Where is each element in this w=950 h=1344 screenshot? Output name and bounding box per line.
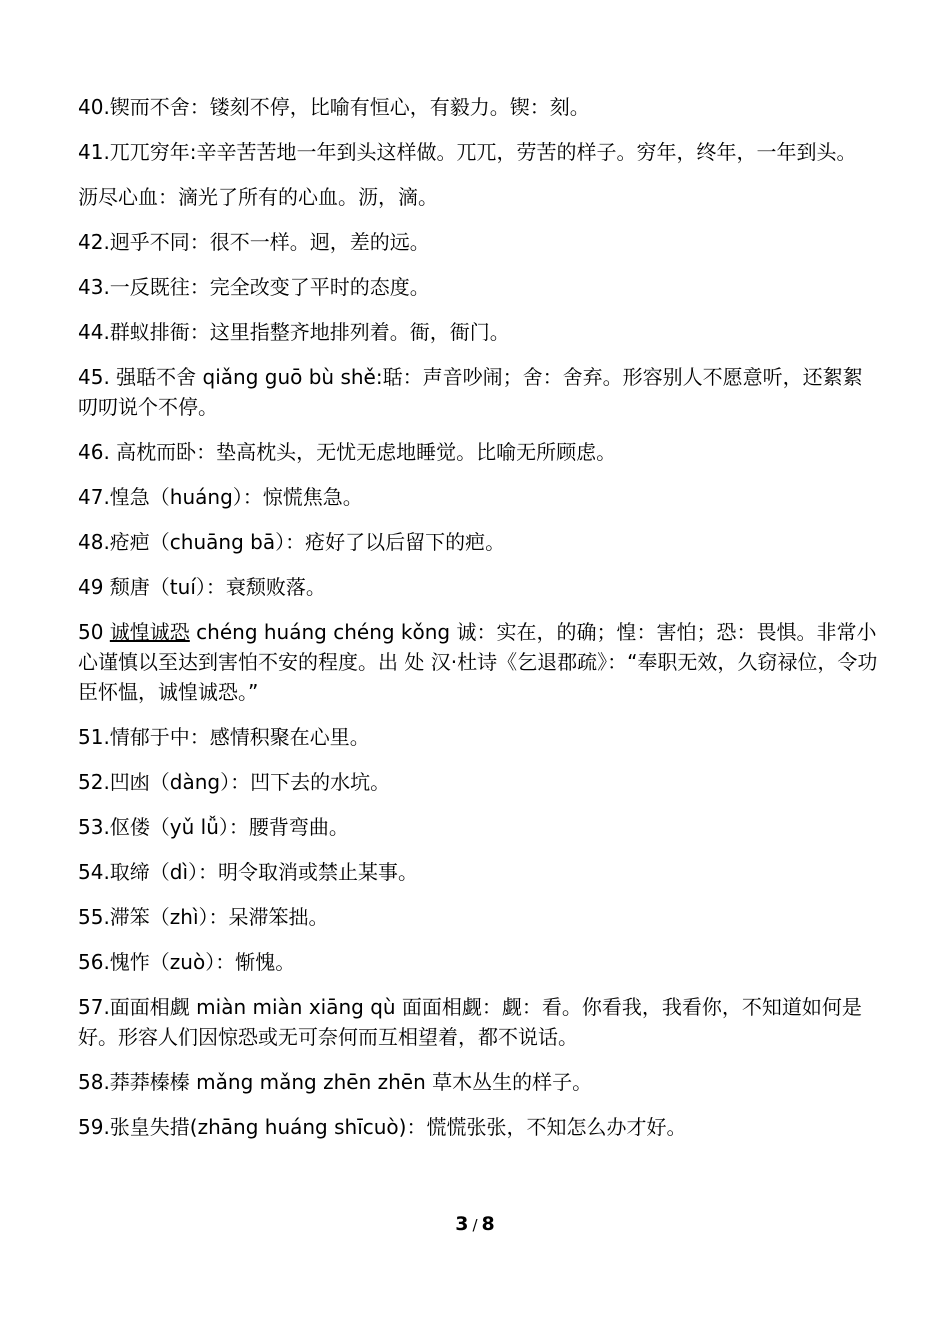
entry-53: 53.伛偻（yǔ lǚ）：腰背弯曲。	[78, 815, 349, 839]
entry-56: 56.愧怍（zuò）：惭愧。	[78, 950, 296, 974]
page-total: 8	[481, 1213, 495, 1235]
entry-46: 46. 高枕而卧：垫高枕头，无忧无虑地睡觉。比喻无所顾虑。	[78, 440, 617, 464]
entry-54: 54.取缔（dì）：明令取消或禁止某事。	[78, 860, 419, 884]
entry-57: 57.面面相觑 miàn miàn xiāng qù 面面相觑：觑：看。你看我，我看你，不知道如何是好。形容人们因惊恐或无可奈何而互相望着，都不说话。	[78, 995, 862, 1049]
entry-40: 40.锲而不舍：镂刻不停，比喻有恒心，有毅力。锲：刻。	[78, 95, 590, 119]
document-body	[78, 92, 878, 1157]
entry-49: 49 颓唐（tuí）：衰颓败落。	[78, 575, 326, 599]
entry-lijinxinxue: 沥尽心血：滴光了所有的心血。沥，滴。	[78, 185, 438, 209]
entry-50-term: 诚惶诚恐	[109, 620, 190, 644]
entry-59: 59.张皇失措(zhāng huáng shīcuò)：慌慌张张，不知怎么办才好。	[78, 1115, 687, 1139]
entry-45: 45. 强聒不舍 qiǎng guō bù shě:聒：声音吵闹；舍：舍弃。形容别人不愿意听，还絮絮叨叨说个不停。	[78, 365, 863, 419]
entry-50	[78, 617, 878, 707]
entry-58: 58.莽莽榛榛 mǎng mǎng zhēn zhēn 草木丛生的样子。	[78, 1070, 593, 1094]
page-number	[0, 1213, 950, 1235]
entry-42: 42.迥乎不同：很不一样。迥，差的远。	[78, 230, 430, 254]
entry-48: 48.疮疤（chuāng bā）：疮好了以后留下的疤。	[78, 530, 506, 554]
entry-47: 47.惶急（huáng）：惊慌焦急。	[78, 485, 363, 509]
entry-41: 41.兀兀穷年:辛辛苦苦地一年到头这样做。兀兀，劳苦的样子。穷年，终年，一年到头。	[78, 140, 857, 164]
entry-43: 43.一反既往：完全改变了平时的态度。	[78, 275, 430, 299]
page-separator: /	[472, 1216, 478, 1234]
entry-50-number: 50	[78, 620, 110, 644]
entry-44: 44.群蚁排衙：这里指整齐地排列着。衙，衙门。	[78, 320, 510, 344]
entry-55: 55.滞笨（zhì）：呆滞笨拙。	[78, 905, 329, 929]
entry-52: 52.凹凼（dàng）：凹下去的水坑。	[78, 770, 391, 794]
page-current: 3	[455, 1213, 469, 1235]
entry-51: 51.情郁于中：感情积聚在心里。	[78, 725, 370, 749]
entry-50-definition: chéng huáng chéng kǒng 诚：实在，的确；惶：害怕；恐：畏惧。非常小心谨慎以至达到害怕不安的程度。出 处 汉·杜诗《乞退郡疏》：“奉职无效，久窃禄位，令功臣怀愠，诚惶诚恐。”	[78, 620, 878, 704]
